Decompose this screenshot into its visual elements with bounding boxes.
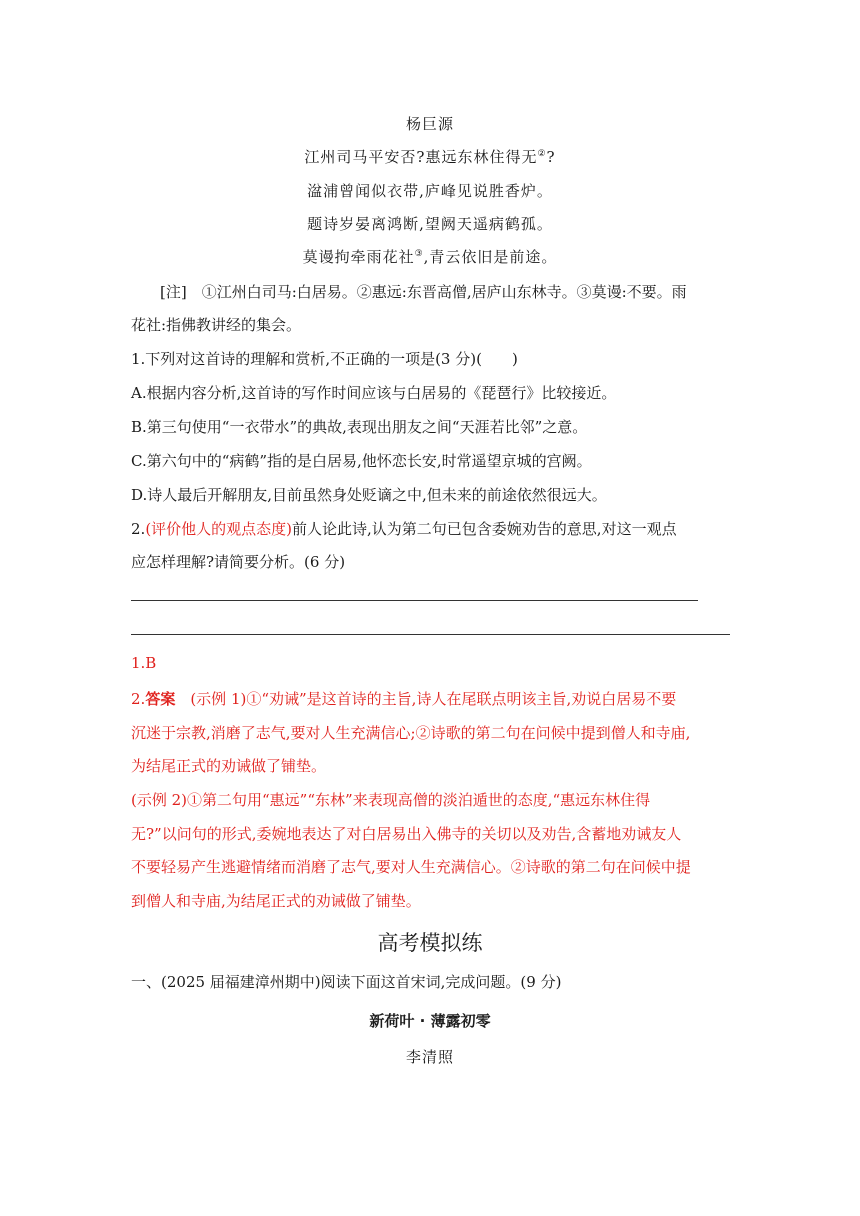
ci-author: 李清照 [405, 1048, 454, 1066]
answer-2-line-3: 为结尾正式的劝诫做了铺垫。 [131, 757, 327, 775]
poem-line-2: 湓浦曾闻似衣带,庐峰见说胜香炉。 [307, 182, 553, 200]
answer-2-line-4: (示例 2)①第二句用“惠远”“东林”来表现高僧的淡泊遁世的态度,“惠远东林住得 [131, 791, 651, 809]
answer-2-line-7: 到僧人和寺庙,为结尾正式的劝诫做了铺垫。 [131, 892, 421, 910]
poem-line-1: 江州司马平安否?惠远东林住得无②? [304, 148, 556, 166]
answer-2-line-2: 沉迷于宗教,消磨了志气,要对人生充满信心;②诗歌的第二句在问候中提到僧人和寺庙, [131, 724, 691, 742]
answer-2-line-1: 2.答案 (示例 1)①“劝诫”是这首诗的主旨,诗人在尾联点明该主旨,劝说白居易不要 [131, 690, 677, 708]
answer-2-line-5: 无?”以问句的形式,委婉地表达了对白居易出入佛寺的关切以及劝告,含蓄地劝诫友人 [131, 825, 682, 843]
notes-line-1: [注] ①江州白司马:白居易。②惠远:东晋高僧,居庐山东林寺。③莫谩:不要。雨 [160, 283, 687, 301]
note-marker: ③ [414, 249, 424, 259]
poem-line-4: 莫谩拘牵雨花社③,青云依旧是前途。 [302, 248, 558, 266]
option-c: C.第六句中的“病鹤”指的是白居易,他怀恋长安,时常遥望京城的宫阙。 [131, 452, 592, 470]
answer-1: 1.B [131, 654, 157, 672]
notes-line-2: 花社:指佛教讲经的集会。 [131, 316, 302, 334]
question-1-stem: 1.下列对这首诗的理解和赏析,不正确的一项是(3 分)( ) [131, 350, 518, 368]
question-2-line-2: 应怎样理解?请简要分析。(6 分) [131, 553, 346, 571]
section-heading: 高考模拟练 [377, 931, 483, 955]
option-d: D.诗人最后开解朋友,目前虽然身处贬谪之中,但未来的前途依然很远大。 [131, 486, 607, 504]
ci-title: 新荷叶 · 薄露初零 [369, 1012, 491, 1030]
poem-line-3: 题诗岁晏离鸿断,望阙天遥病鹤孤。 [307, 215, 553, 233]
option-b: B.第三句使用“一衣带水”的典故,表现出朋友之间“天涯若比邻”之意。 [131, 418, 588, 436]
answer-line [131, 600, 698, 601]
question-type-tag: (评价他人的观点态度) [145, 520, 293, 538]
poem-author: 杨巨源 [405, 115, 454, 133]
answer-line [131, 634, 730, 635]
answer-2-line-6: 不要轻易产生逃避情绪而消磨了志气,要对人生充满信心。②诗歌的第二句在问候中提 [131, 858, 691, 876]
question-2-line-1: 2.(评价他人的观点态度)前人论此诗,认为第二句已包含委婉劝告的意思,对这一观点 [131, 520, 677, 538]
section-intro: 一、(2025 届福建漳州期中)阅读下面这首宋词,完成问题。(9 分) [131, 973, 562, 991]
answer-label: 答案 [145, 690, 176, 708]
note-marker: ② [537, 149, 547, 159]
option-a: A.根据内容分析,这首诗的写作时间应该与白居易的《琵琶行》比较接近。 [131, 384, 617, 402]
